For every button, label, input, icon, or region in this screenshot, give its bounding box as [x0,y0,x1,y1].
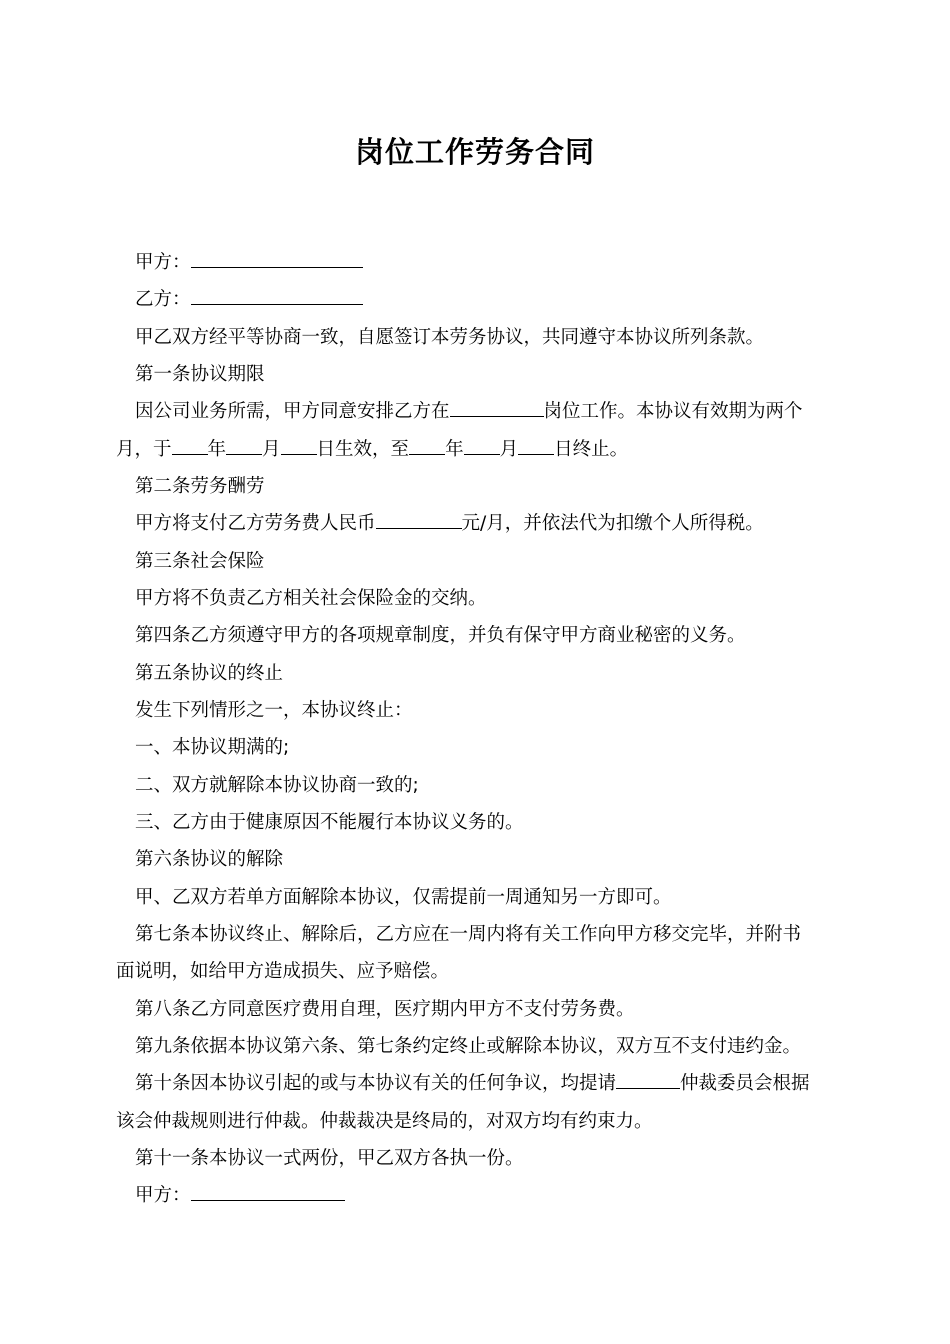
party-a-line [135,249,859,277]
fee-amount-blank [376,510,462,529]
end-month-blank [464,436,500,455]
start-day-blank [281,436,317,455]
text-segment: 第十条因本协议引起的或与本协议有关的任何争议，均提请 [135,1073,617,1094]
article-6-heading: 第六条协议的解除 [135,849,284,870]
article-2-heading: 第二条劳务酬劳 [135,476,265,497]
text-segment: 月 [499,439,519,460]
text-segment: 月 [262,439,281,460]
article-2-text [135,510,859,538]
article-5-item-3: 三、乙方由于健康原因不能履行本协议义务的。 [135,812,524,833]
article-8-text: 第八条乙方同意医疗费用自理，医疗期内甲方不支付劳务费。 [135,999,635,1020]
text-segment: 月，于 [116,439,172,460]
preamble: 甲乙双方经平等协商一致，自愿签订本劳务协议，共同遵守本协议所列条款。 [135,327,765,348]
article-5-intro: 发生下列情形之一，本协议终止： [135,700,413,721]
text-segment: 元/月，并依法代为扣缴个人所得税。 [461,513,764,534]
party-b-blank [191,286,363,305]
article-3-heading: 第三条社会保险 [135,551,265,572]
text-segment: 仲裁委员会根据 [680,1073,810,1094]
article-10-line2: 该会仲裁规则进行仲裁。仲裁裁决是终局的，对双方均有约束力。 [116,1111,653,1132]
article-1-heading: 第一条协议期限 [135,364,265,385]
article-7-line1: 第七条本协议终止、解除后，乙方应在一周内将有关工作向甲方移交完毕，并附书 [135,924,802,945]
article-9-text: 第九条依据本协议第六条、第七条约定终止或解除本协议，双方互不支付违约金。 [135,1036,802,1057]
end-year-blank [409,436,445,455]
arbitration-body-blank [616,1070,680,1089]
party-b-line [135,286,859,314]
party-b-label: 乙方： [135,289,191,310]
end-day-blank [518,436,554,455]
article-4-text: 第四条乙方须遵守甲方的各项规章制度，并负有保守甲方商业秘密的义务。 [135,625,746,646]
text-segment: 因公司业务所需，甲方同意安排乙方在 [135,401,450,422]
start-year-blank [172,436,208,455]
article-11-text: 第十一条本协议一式两份，甲乙双方各执一份。 [135,1148,524,1169]
article-1-text-line1 [135,398,859,426]
article-5-heading: 第五条协议的终止 [135,663,284,684]
text-segment: 日生效，至 [316,439,410,460]
article-5-item-1: 一、本协议期满的; [135,737,290,758]
document-title: 岗位工作劳务合同 [354,135,595,169]
article-3-text: 甲方将不负责乙方相关社会保险金的交纳。 [135,588,487,609]
text-segment: 甲方将支付乙方劳务费人民币 [135,513,376,534]
article-1-text-line2 [116,436,840,464]
start-month-blank [226,436,262,455]
party-a-label: 甲方： [135,252,191,273]
text-segment: 年 [207,439,227,460]
signature-party-a-line [135,1182,859,1210]
article-6-text: 甲、乙双方若单方面解除本协议，仅需提前一周通知另一方即可。 [135,887,672,908]
text-segment: 年 [445,439,464,460]
article-7-line2: 面说明，如给甲方造成损失、应予赔偿。 [116,961,450,982]
signature-party-a-blank [191,1182,345,1201]
signature-party-a-label: 甲方： [135,1185,191,1206]
text-segment: 岗位工作。本协议有效期为两个 [543,401,803,422]
article-5-item-2: 二、双方就解除本协议协商一致的; [135,775,419,796]
party-a-blank [191,249,363,268]
article-10-line1 [135,1070,859,1098]
position-blank [450,398,544,417]
text-segment: 日终止。 [554,439,629,460]
